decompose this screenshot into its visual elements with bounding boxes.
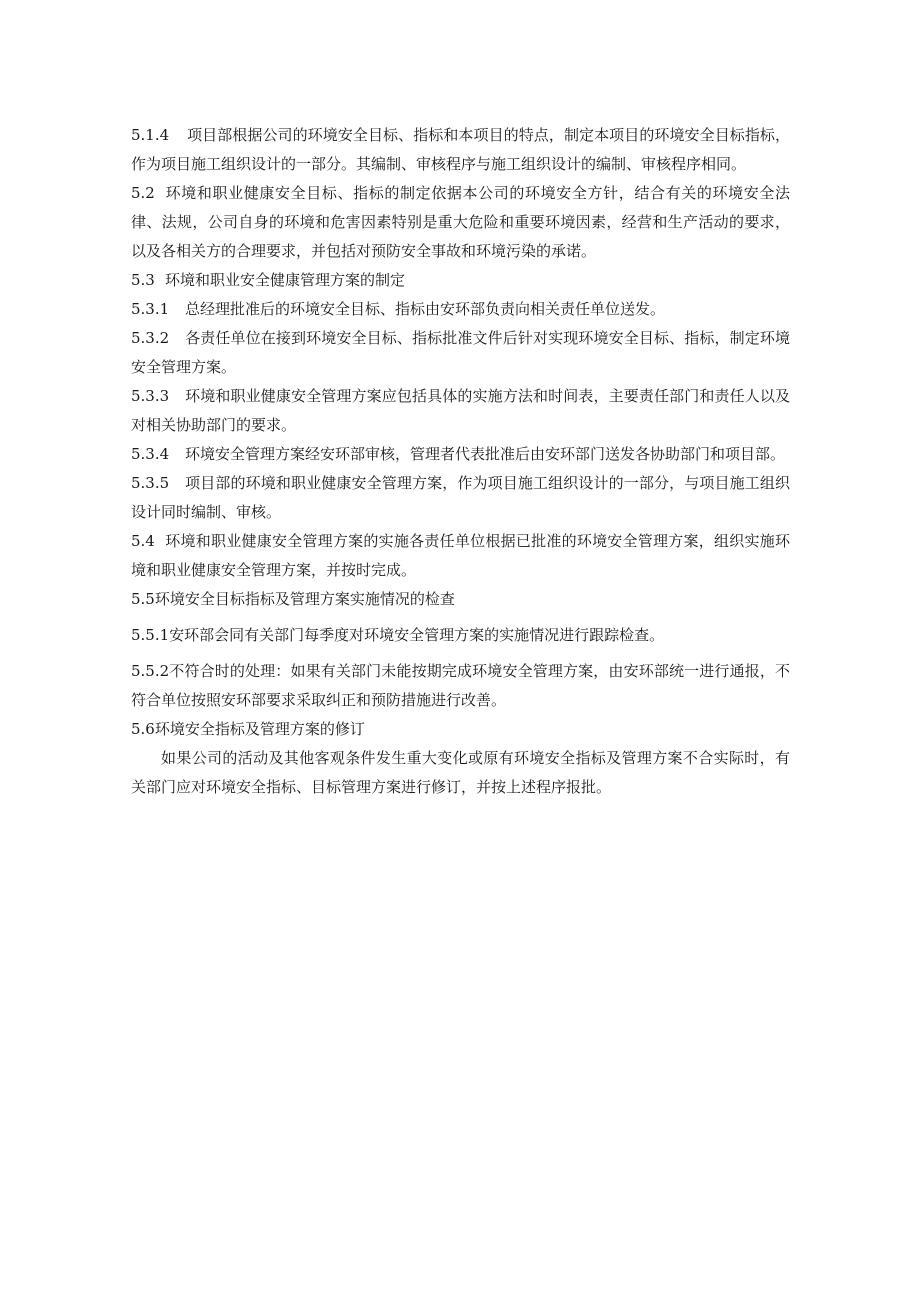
section-number: 5.3.4 [131, 445, 170, 463]
paragraph-5-3-4 [131, 440, 790, 469]
section-number: 5.4 [131, 532, 155, 550]
document-body [131, 121, 790, 802]
paragraph-5-1-4 [131, 121, 790, 179]
paragraph-text: 项目部的环境和职业健康安全管理方案，作为项目施工组织设计的一部分，与项目施工组织设计同时编制、审核。 [131, 474, 790, 521]
paragraph-5-4 [131, 527, 790, 585]
section-number: 5.2 [131, 184, 155, 202]
paragraph-text: 项目部根据公司的环境安全目标、指标和本项目的特点，制定本项目的环境安全目标指标，作为项目施工组织设计的一部分。其编制、审核程序与施工组织设计的编制、审核程序相同。 [131, 126, 790, 173]
paragraph-5-3-2 [131, 324, 790, 382]
paragraph-5-5: 5.5环境安全目标指标及管理方案实施情况的检查 [131, 590, 455, 608]
section-number: 5.3.5 [131, 474, 170, 492]
paragraph-text: 总经理批准后的环境安全目标、指标由安环部负责向相关责任单位送发。 [185, 300, 666, 318]
section-number: 5.3.3 [131, 387, 170, 405]
paragraph-text: 环境安全管理方案经安环部审核，管理者代表批准后由安环部门送发各协助部门和项目部。 [185, 445, 786, 463]
section-number: 5.3.2 [131, 329, 170, 347]
section-number: 5.3 [131, 271, 155, 289]
paragraph-5-2 [131, 179, 790, 266]
paragraph-text: 各责任单位在接到环境安全目标、指标批准文件后针对实现环境安全目标、指标，制定环境安全管理方案。 [131, 329, 790, 376]
paragraph-5-6: 5.6环境安全指标及管理方案的修订 [131, 720, 365, 738]
paragraph-5-3 [131, 266, 790, 295]
paragraph-5-3-3 [131, 382, 790, 440]
paragraph-text: 环境和职业健康安全管理方案的实施各责任单位根据已批准的环境安全管理方案，组织实施环境和职业健康安全管理方案，并按时完成。 [131, 532, 790, 579]
section-heading: 环境和职业安全健康管理方案的制定 [165, 271, 406, 289]
section-number: 5.1.4 [131, 126, 170, 144]
paragraph-5-5-2: 5.5.2不符合时的处理：如果有关部门未能按期完成环境安全管理方案，由安环部统一进行通报，不符合单位按照安环部要求采取纠正和预防措施进行改善。 [131, 662, 790, 709]
paragraph-5-6-body: 如果公司的活动及其他客观条件发生重大变化或原有环境安全指标及管理方案不合实际时，有关部门应对环境安全指标、目标管理方案进行修订，并按上述程序报批。 [131, 749, 790, 796]
paragraph-text: 环境和职业健康安全管理方案应包括具体的实施方法和时间表，主要责任部门和责任人以及对相关协助部门的要求。 [131, 387, 790, 434]
paragraph-text: 环境和职业健康安全目标、指标的制定依据本公司的环境安全方针，结合有关的环境安全法律、法规，公司自身的环境和危害因素特别是重大危险和重要环境因素，经营和生产活动的要求，以及各相关方的合理要求，并包括对预防安全事故和环境污染的承诺。 [131, 184, 790, 260]
paragraph-5-3-1 [131, 295, 790, 324]
section-number: 5.3.1 [131, 300, 170, 318]
paragraph-5-5-1: 5.5.1安环部会同有关部门每季度对环境安全管理方案的实施情况进行跟踪检查。 [131, 626, 665, 644]
paragraph-5-3-5 [131, 469, 790, 527]
